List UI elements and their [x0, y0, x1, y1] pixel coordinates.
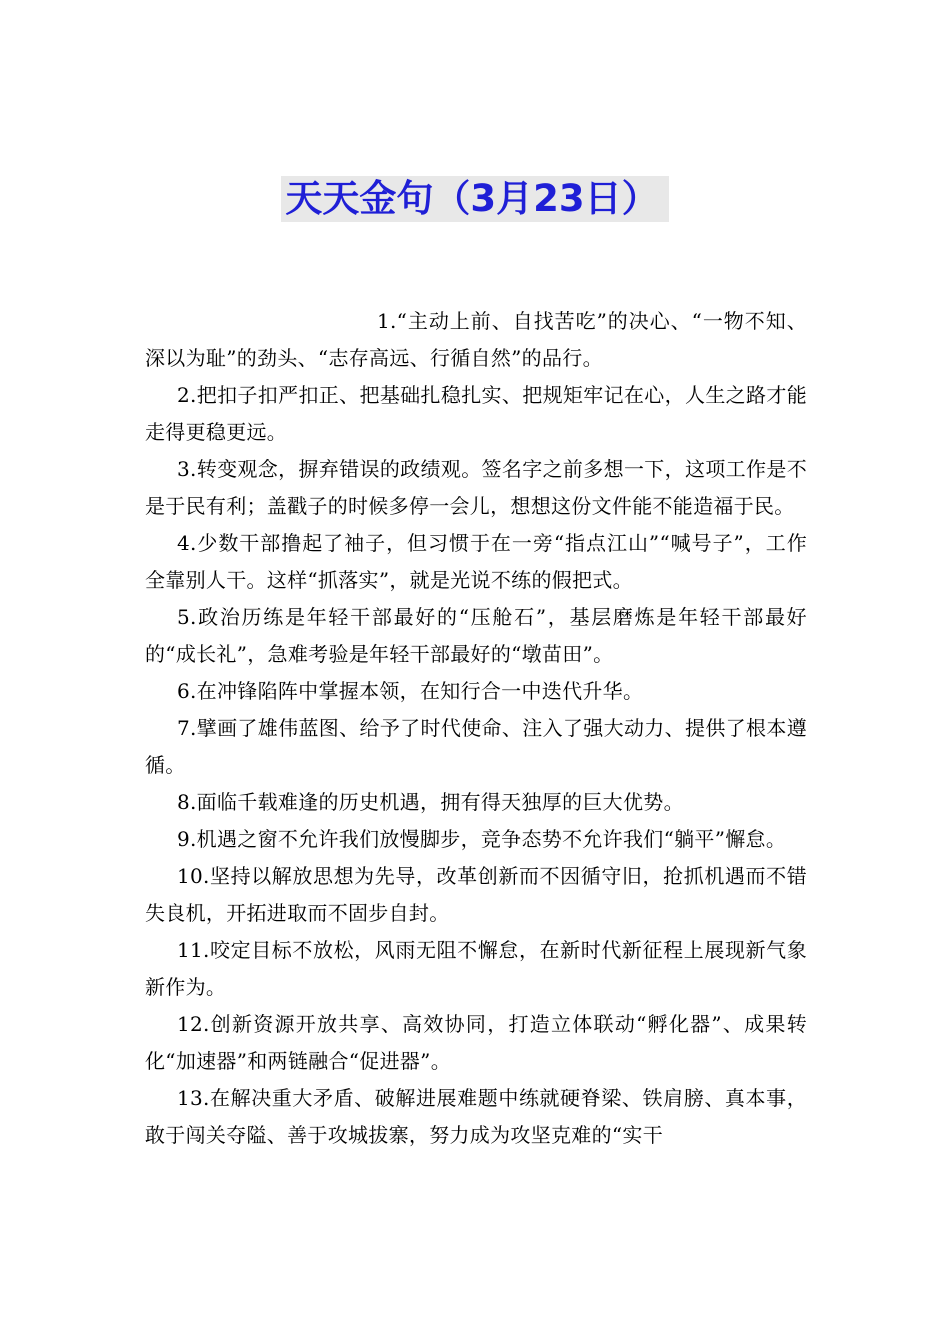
paragraph-5: 5.政治历练是年轻干部最好的“压舱石”，基层磨炼是年轻干部最好的“成长礼”，急难考验是年轻干部最好的“墩苗田”。: [145, 605, 807, 666]
paragraph-9: 9.机遇之窗不允许我们放慢脚步，竞争态势不允许我们“躺平”懈怠。: [177, 827, 787, 851]
paragraph-11: 11.咬定目标不放松，风雨无阻不懈怠，在新时代新征程上展现新气象新作为。: [145, 938, 807, 999]
paragraph-13: 13.在解决重大矛盾、破解进展难题中练就硬脊梁、铁肩膀、真本事，敢于闯关夺隘、善于攻城拔寨，努力成为攻坚克难的“实干: [145, 1086, 807, 1147]
paragraph-1: 1.“主动上前、自找苦吃”的决心、“一物不知、深以为耻”的劲头、“志存高远、行循自然”的品行。: [145, 309, 807, 370]
paragraph-7: 7.擘画了雄伟蓝图、给予了时代使命、注入了强大动力、提供了根本遵循。: [145, 716, 807, 777]
paragraph-12: 12.创新资源开放共享、高效协同，打造立体联动“孵化器”、成果转化“加速器”和两链融合“促进器”。: [145, 1012, 807, 1073]
document-body: [145, 303, 807, 1154]
paragraph-4: 4.少数干部撸起了袖子，但习惯于在一旁“指点江山”“喊号子”，工作全靠别人干。这样“抓落实”，就是光说不练的假把式。: [145, 531, 807, 592]
paragraph-3: 3.转变观念，摒弃错误的政绩观。签名字之前多想一下，这项工作是不是于民有利；盖戳子的时候多停一会儿，想想这份文件能不能造福于民。: [145, 457, 807, 518]
paragraph-2: 2.把扣子扣严扣正、把基础扎稳扎实、把规矩牢记在心，人生之路才能走得更稳更远。: [145, 383, 807, 444]
paragraph-8: 8.面临千载难逢的历史机遇，拥有得天独厚的巨大优势。: [177, 790, 684, 814]
paragraph-6: 6.在冲锋陷阵中掌握本领，在知行合一中迭代升华。: [177, 679, 644, 703]
title-container: [0, 176, 950, 222]
paragraph-10: 10.坚持以解放思想为先导，改革创新而不因循守旧，抢抓机遇而不错失良机，开拓进取而不固步自封。: [145, 864, 807, 925]
page-title: 天天金句（3月23日）: [281, 176, 668, 222]
